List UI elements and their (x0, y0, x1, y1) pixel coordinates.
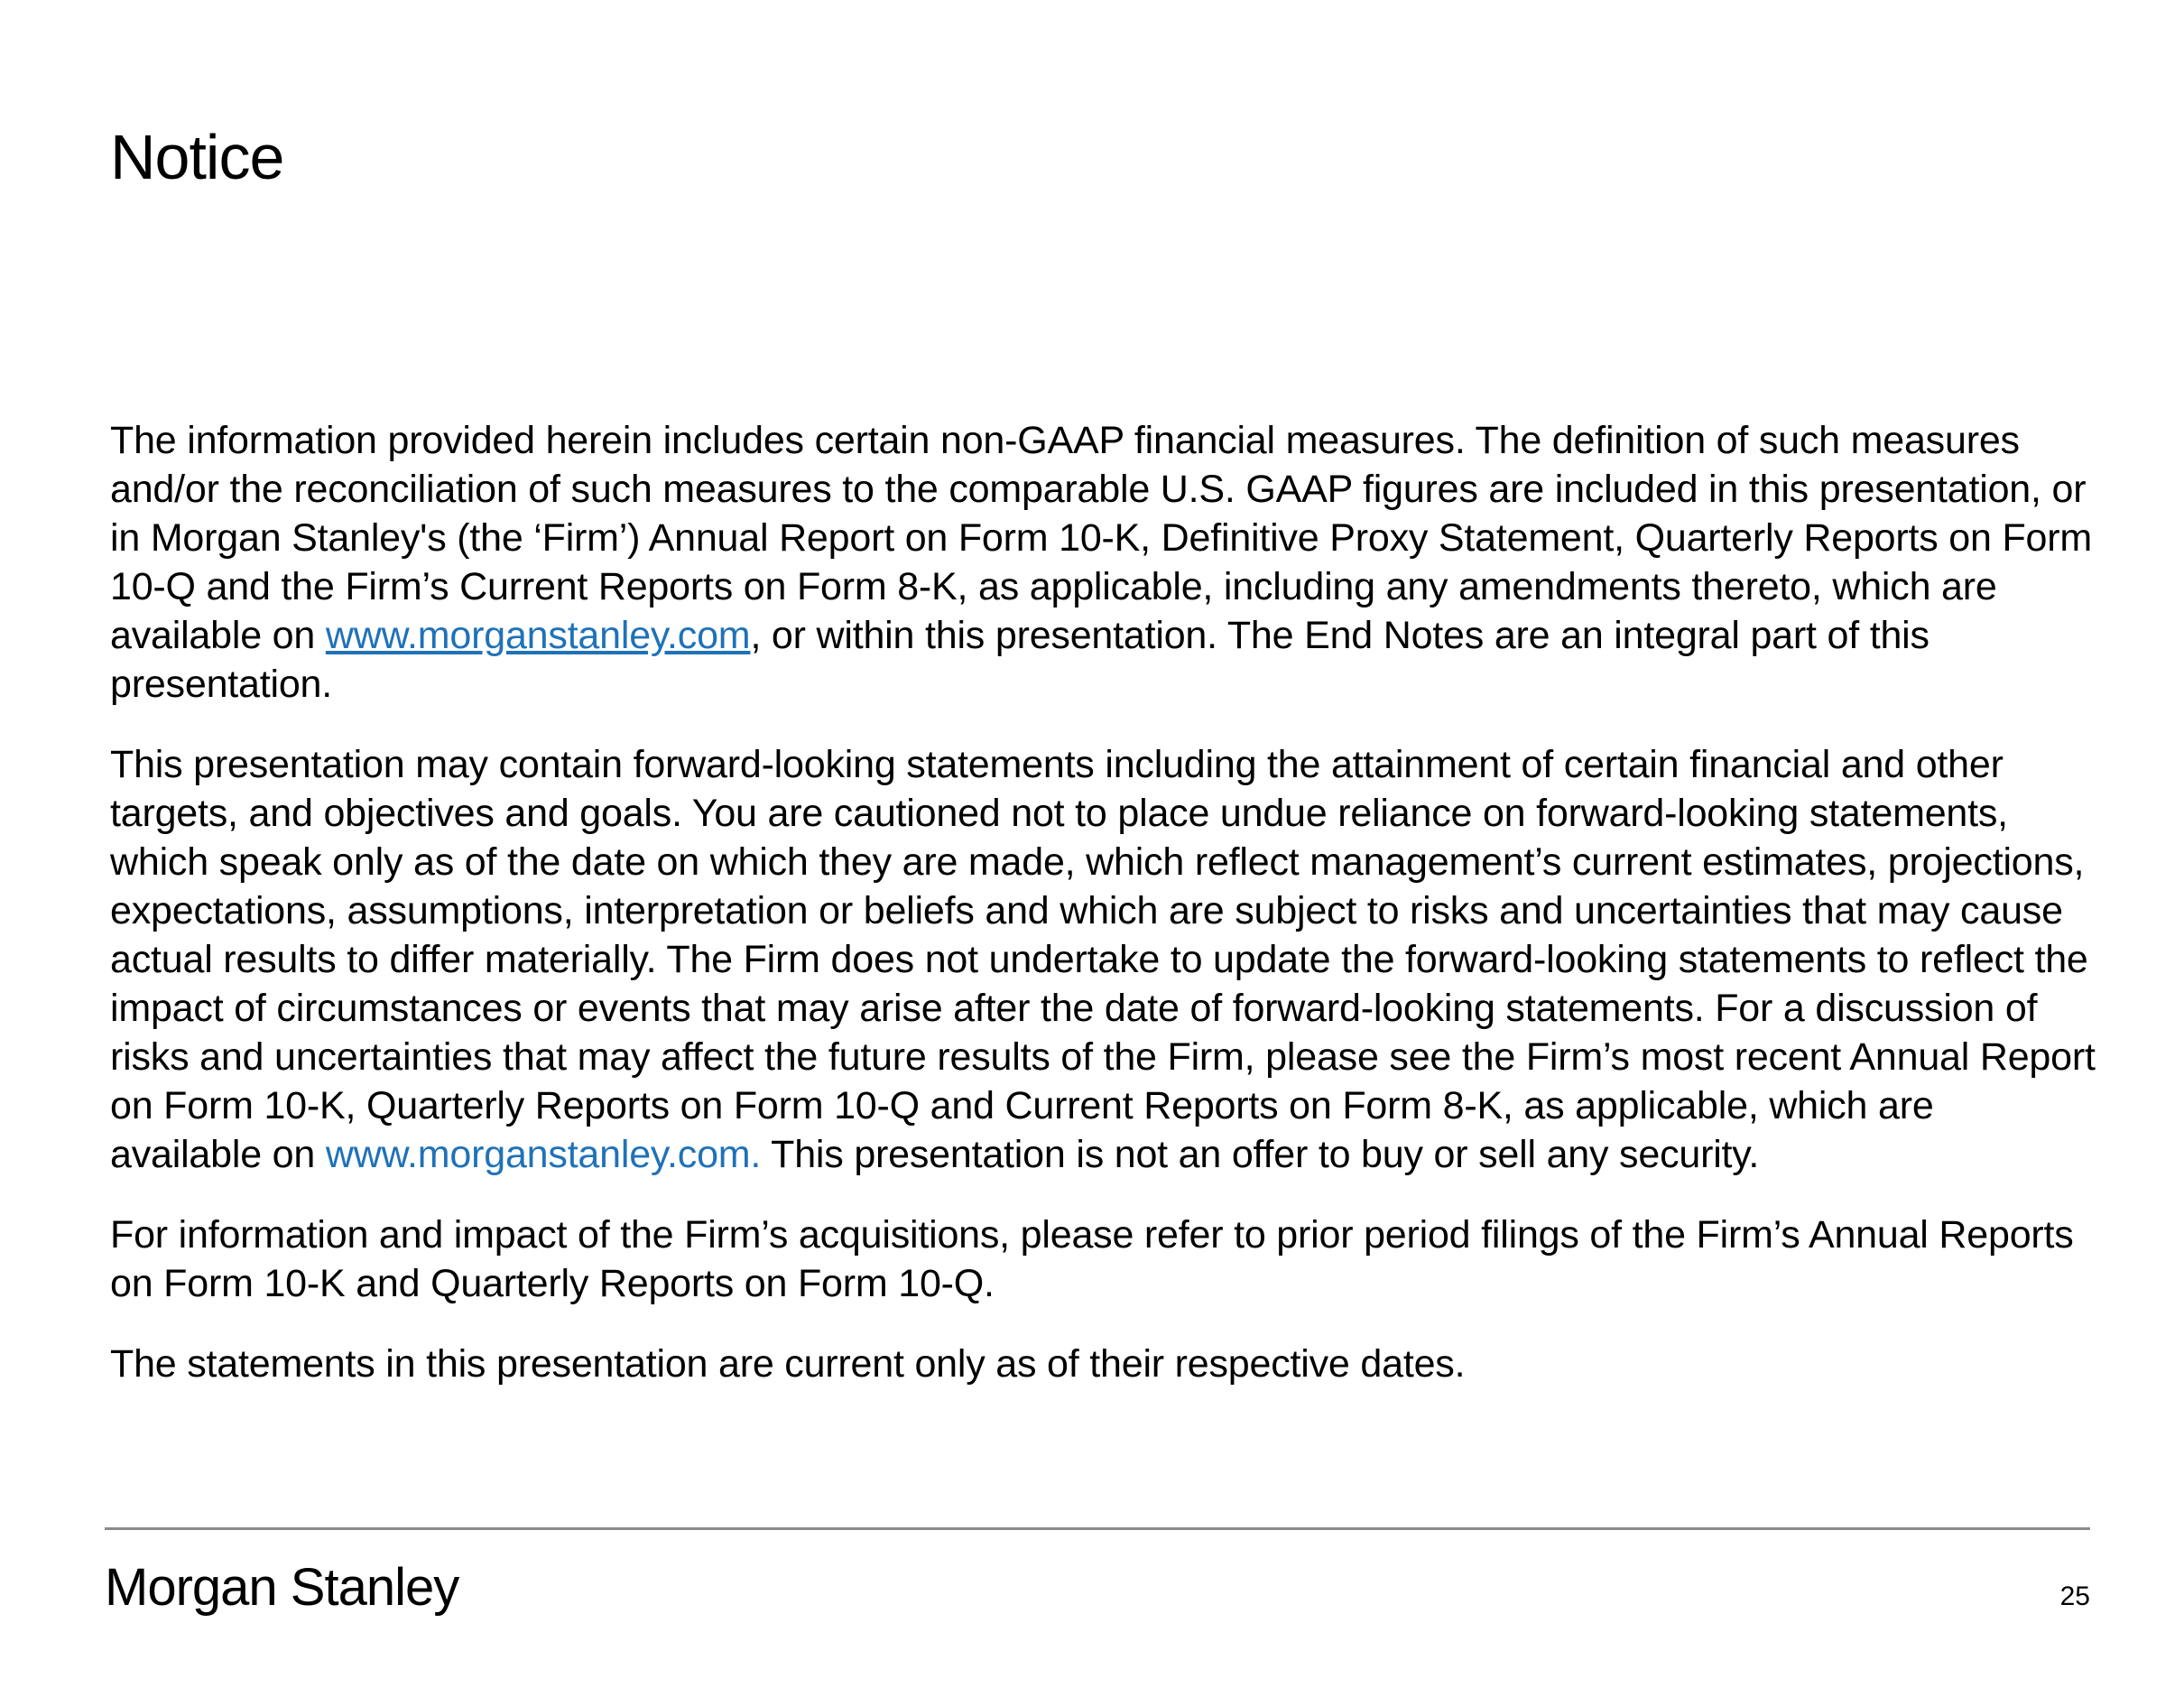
website-link[interactable]: www.morganstanley.com. (325, 1133, 762, 1176)
website-link[interactable]: www.morganstanley.com (325, 614, 751, 657)
paragraph-text: The information provided herein includes certain non-GAAP financial measures. The definition of such measures and/or the reconciliation of such measures to the comparable U.S. GAAP figures are included in this presentation, or in Morgan Stanley's (the ‘Firm’) Annual Report on Form 10-K, Definitive Proxy Statement, Quarterly Reports on Form 10-Q and the Firm’s Current Reports on Form 8-K, as applicable, including any amendments thereto, which are available on (110, 419, 2092, 657)
brand-logo: Morgan Stanley (105, 1558, 459, 1617)
paragraph-acquisitions: For information and impact of the Firm’s acquisitions, please refer to prior period filings of the Firm’s Annual Reports on Form 10-K and Quarterly Reports on Form 10-Q. (110, 1213, 2074, 1305)
notice-body (110, 416, 2096, 1420)
paragraph-dates: The statements in this presentation are current only as of their respective dates. (110, 1342, 1466, 1386)
paragraph-text: This presentation is not an offer to buy or sell any security. (761, 1133, 1760, 1176)
paragraph-text: This presentation may contain forward-looking statements including the attainment of certain financial and other targets, and objectives and goals. You are cautioned not to place undue reliance on forward-looking statements, which speak only as of the date on which they are made, which reflect management’s current estimates, projections, expectations, assumptions, interpretation or beliefs and which are subject to risks and uncertainties that may cause actual results to differ materially. The Firm does not undertake to update the forward-looking statements to reflect the impact of circumstances or events that may arise after the date of forward-looking statements. For a discussion of risks and uncertainties that may affect the future results of the Firm, please see the Firm’s most recent Annual Report on Form 10-K, Quarterly Reports on Form 10-Q and Current Reports on Form 8-K, as applicable, which are available on (110, 743, 2096, 1176)
page-number: 25 (2059, 1581, 2090, 1611)
paragraph-forward-looking (110, 740, 2096, 1179)
paragraph-non-gaap (110, 416, 2096, 709)
paragraph-text: , or within this presentation. The End Notes are an integral part of this presentation. (110, 614, 1930, 706)
page-title: Notice (110, 122, 284, 192)
footer-divider (105, 1527, 2090, 1530)
